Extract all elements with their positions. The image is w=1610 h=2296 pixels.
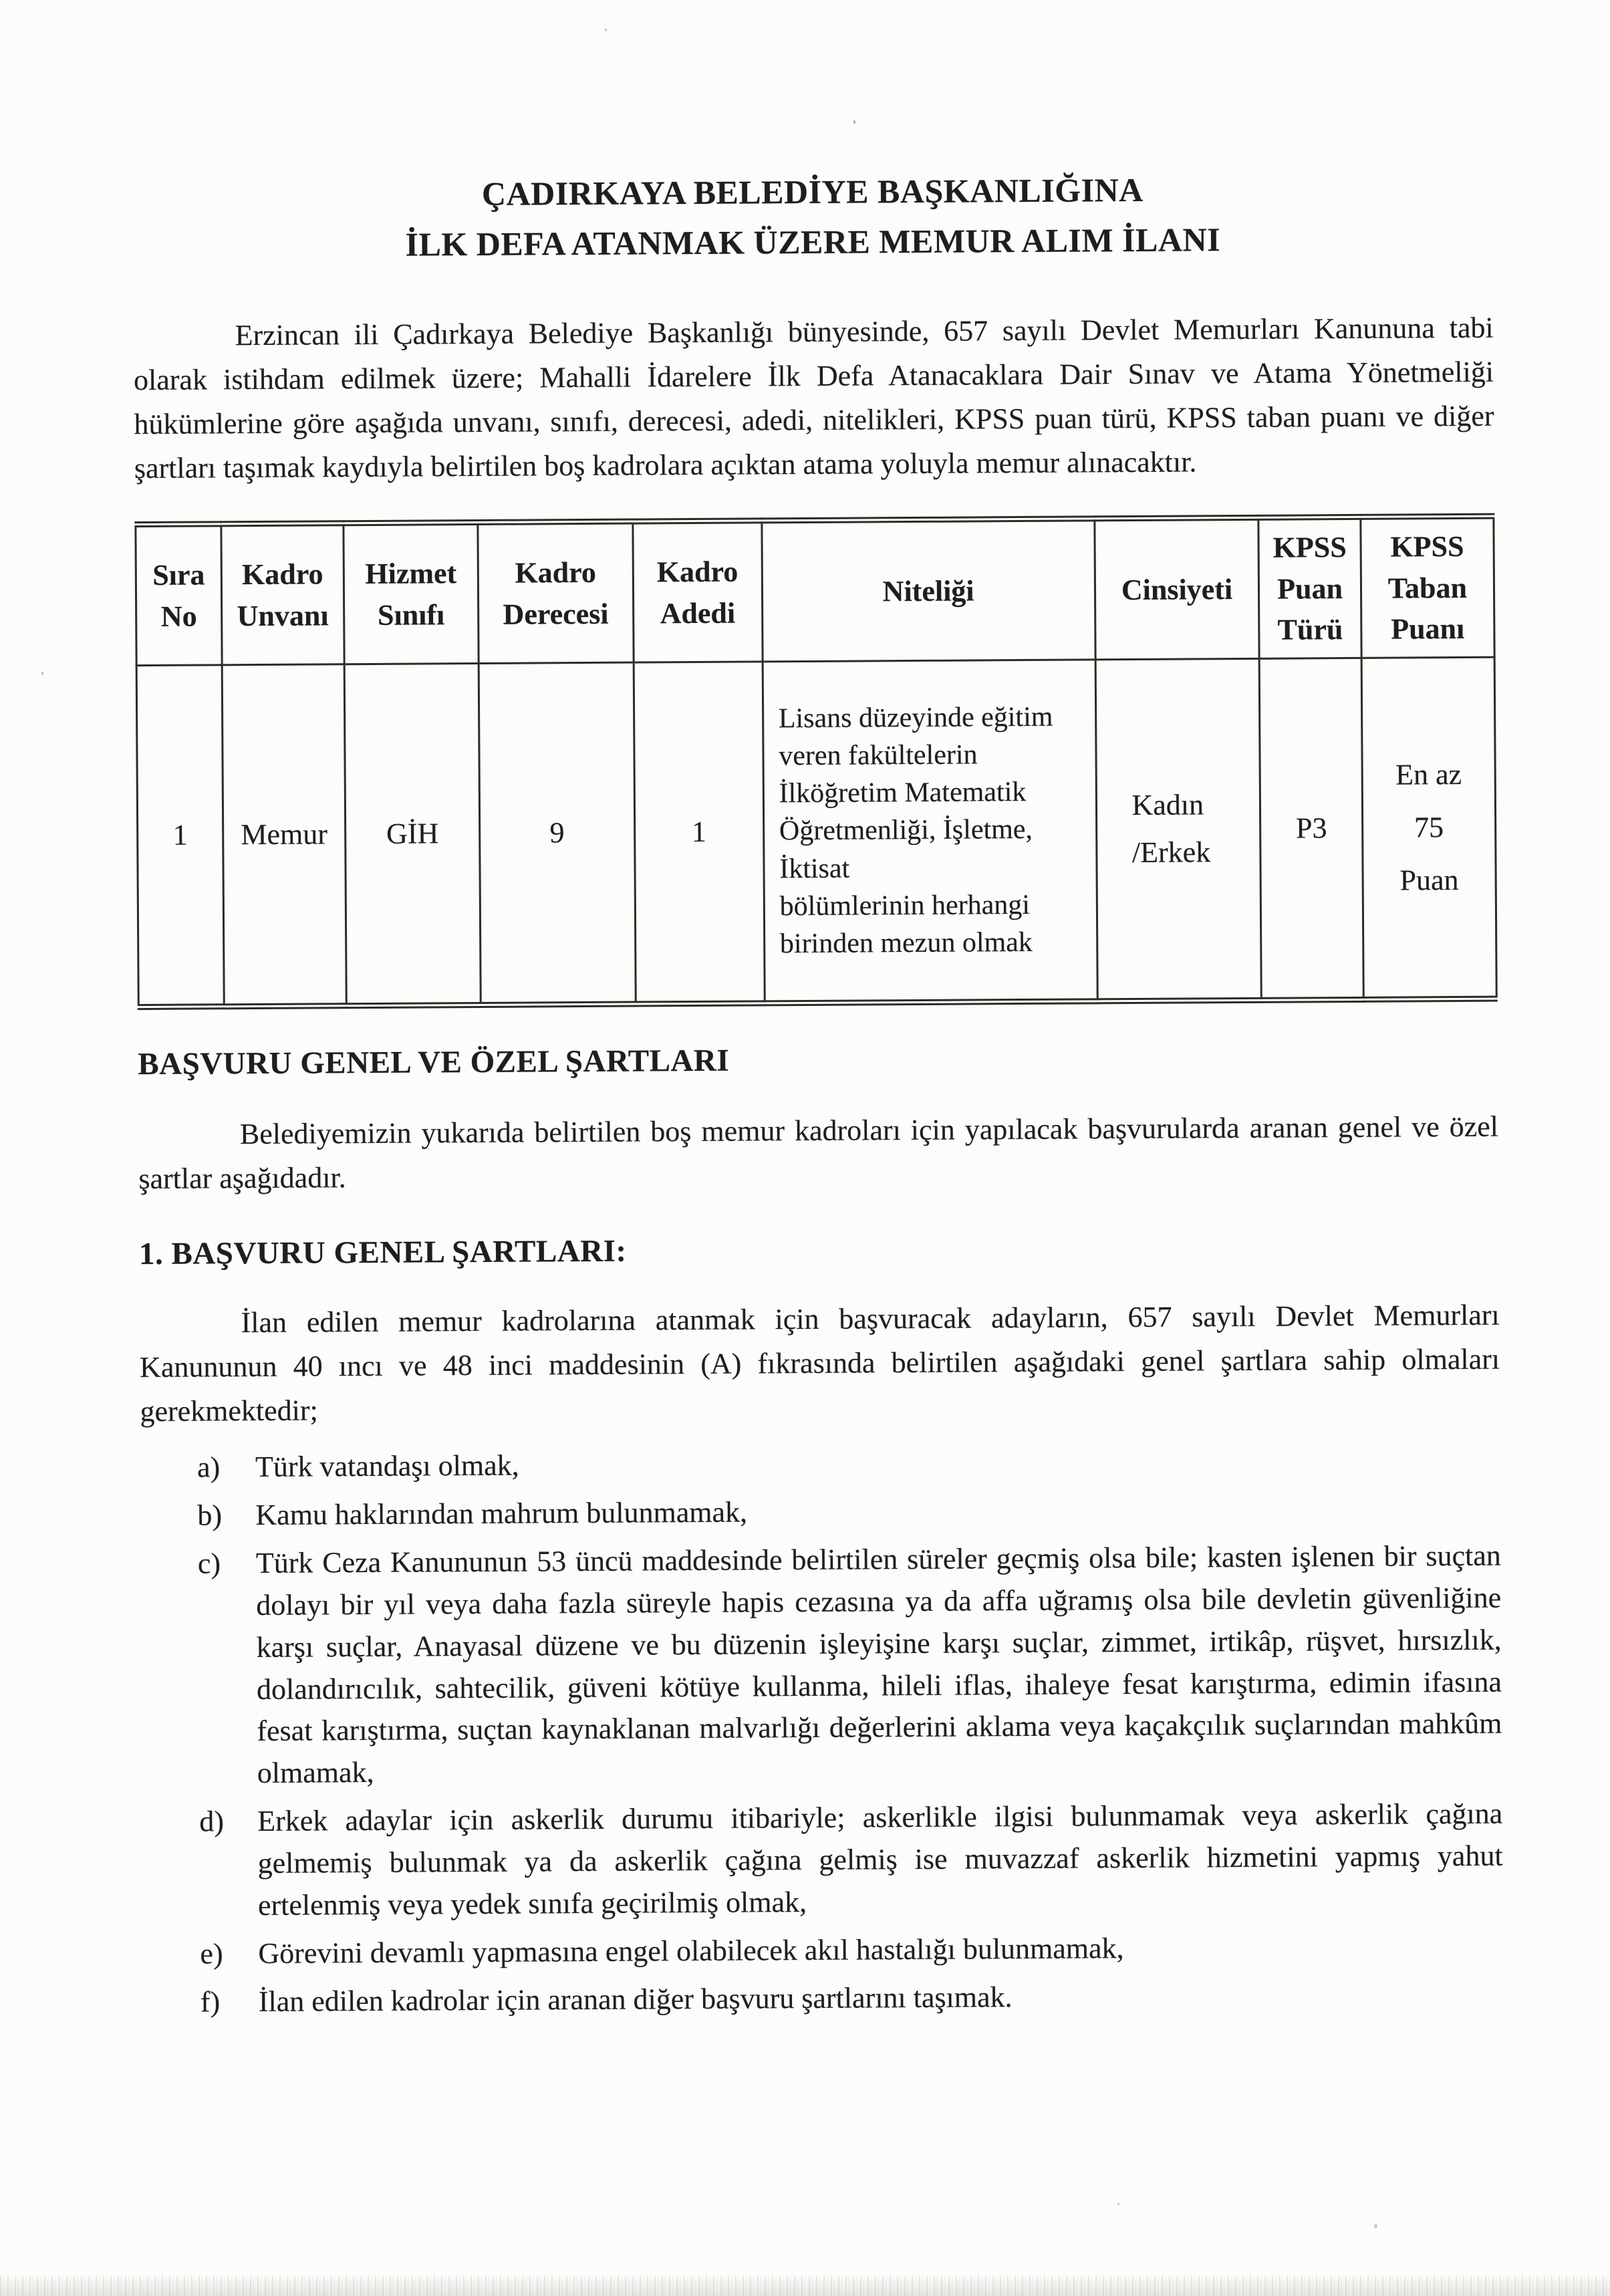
requirement-item-c: [141, 1535, 1502, 1795]
list-item-marker: d): [199, 1805, 225, 1838]
list-item-marker: a): [196, 1450, 221, 1484]
col-header-niteligi: Niteliği: [762, 519, 1095, 662]
col-header-kadro-adedi: Kadro Adedi: [633, 521, 763, 662]
list-item-text: Türk vatandaşı olmak,: [255, 1448, 519, 1484]
table-body: [136, 657, 1496, 1007]
cell-kpss-puan-turu: P3: [1260, 658, 1364, 1000]
list-item-marker: b): [197, 1499, 223, 1532]
section1-heading: BAŞVURU GENEL VE ÖZEL ŞARTLARI: [138, 1043, 730, 1082]
col-header-kpss-puan-turu: KPSS Puan Türü: [1258, 517, 1361, 658]
cell-hizmet-sinifi: GİH: [344, 663, 481, 1005]
doc-title-line1: ÇADIRKAYA BELEDİYE BAŞKANLIĞINA: [481, 170, 1144, 213]
table-head: [136, 516, 1494, 665]
col-header-hizmet-sinifi: Hizmet Sınıfı: [344, 522, 479, 664]
list-item-text: Görevini devamlı yapmasına engel olabilecek akıl hastalığı bulunmamak,: [258, 1932, 1124, 1970]
col-header-cinsiyeti: Cinsiyeti: [1094, 517, 1259, 659]
requirement-item-f: [144, 1974, 1504, 2024]
list-item-text: Kamu haklarından mahrum bulunmamak,: [255, 1495, 748, 1531]
cell-kadro-unvani: Memur: [222, 664, 346, 1007]
list-item-text: İlan edilen kadrolar için aranan diğer başvuru şartlarını taşımak.: [258, 1981, 1013, 2018]
list-item-marker: c): [197, 1547, 221, 1580]
cell-sira-no: 1: [136, 665, 224, 1007]
list-item-marker: e): [200, 1937, 223, 1970]
requirement-item-e: [143, 1926, 1503, 1976]
positions-table: [134, 513, 1497, 1010]
doc-title-line2: İLK DEFA ATANMAK ÜZERE MEMUR ALIM İLANI: [405, 221, 1221, 263]
intro-paragraph: Erzincan ili Çadırkaya Belediye Başkanlığı bünyesinde, 657 sayılı Devlet Memurları Kanununa tabi olarak istihdam edilmek üzere; Mahalli İdarelere İlk Defa Atanacaklara Dair Sınav ve Atama Yönetmeliği hükümlerine göre aşağıda unvanı, sınıfı, derecesi, adedi, nitelikleri, KPSS puan türü, KPSS taban puanı ve diğer şartları taşımak kaydıyla belirtilen boş kadrolara açıktan atama yoluyla memur alınacaktır.: [133, 311, 1494, 485]
requirement-item-a: [140, 1439, 1500, 1489]
section2-paragraph: İlan edilen memur kadrolarına atanmak için başvuracak adayların, 657 sayılı Devlet Memurları Kanununun 40 ıncı ve 48 inci maddesinin (A) fıkrasında belirtilen aşağıdaki genel şartlara sahip olmaları gerekmektedir;: [139, 1298, 1500, 1428]
requirement-item-b: [140, 1487, 1500, 1537]
cell-cinsiyeti: Kadın /Erkek: [1095, 658, 1262, 1001]
list-item-text: Erkek adaylar için askerlik durumu itibariyle; askerlikle ilgisi bulunmamak veya askerlik çağına gelmemiş bulunmak ya da askerlik çağına gelmiş ise muvazzaf askerlik hizmetini yapmış yahut ertelenmiş veya yedek sınıfa geçirilmiş olmak,: [257, 1797, 1503, 1922]
requirements-list: [140, 1439, 1504, 2024]
cell-niteligi: Lisans düzeyinde eğitim veren fakültelerin İlköğretim Matematik Öğretmenliği, İşletme, İktisat bölümlerinin herhangi birinden mezun olmak: [763, 660, 1097, 1003]
col-header-kpss-taban-puani: KPSS Taban Puanı: [1361, 516, 1494, 658]
col-header-sira-no: Sıra No: [136, 524, 222, 666]
col-header-kadro-unvani: Kadro Unvanı: [221, 523, 344, 665]
section2-heading: 1. BAŞVURU GENEL ŞARTLARI:: [138, 1233, 627, 1272]
requirement-item-d: [142, 1793, 1503, 1928]
doc-title: [132, 163, 1493, 271]
section1-paragraph: Belediyemizin yukarıda belirtilen boş memur kadroları için yapılacak başvurularda aranan genel ve özel şartlar aşağıdadır.: [138, 1110, 1499, 1196]
table-row: [136, 657, 1496, 1007]
scan-bottom-noise: [0, 2276, 1610, 2296]
table-header-row: [136, 516, 1494, 665]
scan-speck: [853, 120, 855, 124]
list-item-text: Türk Ceza Kanununun 53 üncü maddesinde belirtilen süreler geçmiş olsa bile; kasten işlenen bir suçtan dolayı bir yıl veya daha fazla süreyle hapis cezasına ya da affa uğramış olsa bile devletin güvenliğine karşı suçlar, Anayasal düzene ve bu düzenin işleyişine karşı suçlar, zimmet, irtikâp, rüşvet, hırsızlık, dolandırıcılık, sahtecilik, güveni kötüye kullanma, hileli iflas, ihaleye fesat karıştırma, edimin ifasına fesat karıştırma, suçtan kaynaklanan malvarlığı değerlerini aklama veya kaçakçılık suçlarından mahkûm olmamak,: [255, 1539, 1502, 1790]
cell-kadro-derecesi: 9: [479, 662, 636, 1005]
cell-kpss-taban-puani: En az 75 Puan: [1361, 657, 1496, 999]
cell-kadro-adedi: 1: [634, 662, 765, 1004]
list-item-marker: f): [200, 1985, 221, 2019]
col-header-kadro-derecesi: Kadro Derecesi: [478, 521, 634, 663]
